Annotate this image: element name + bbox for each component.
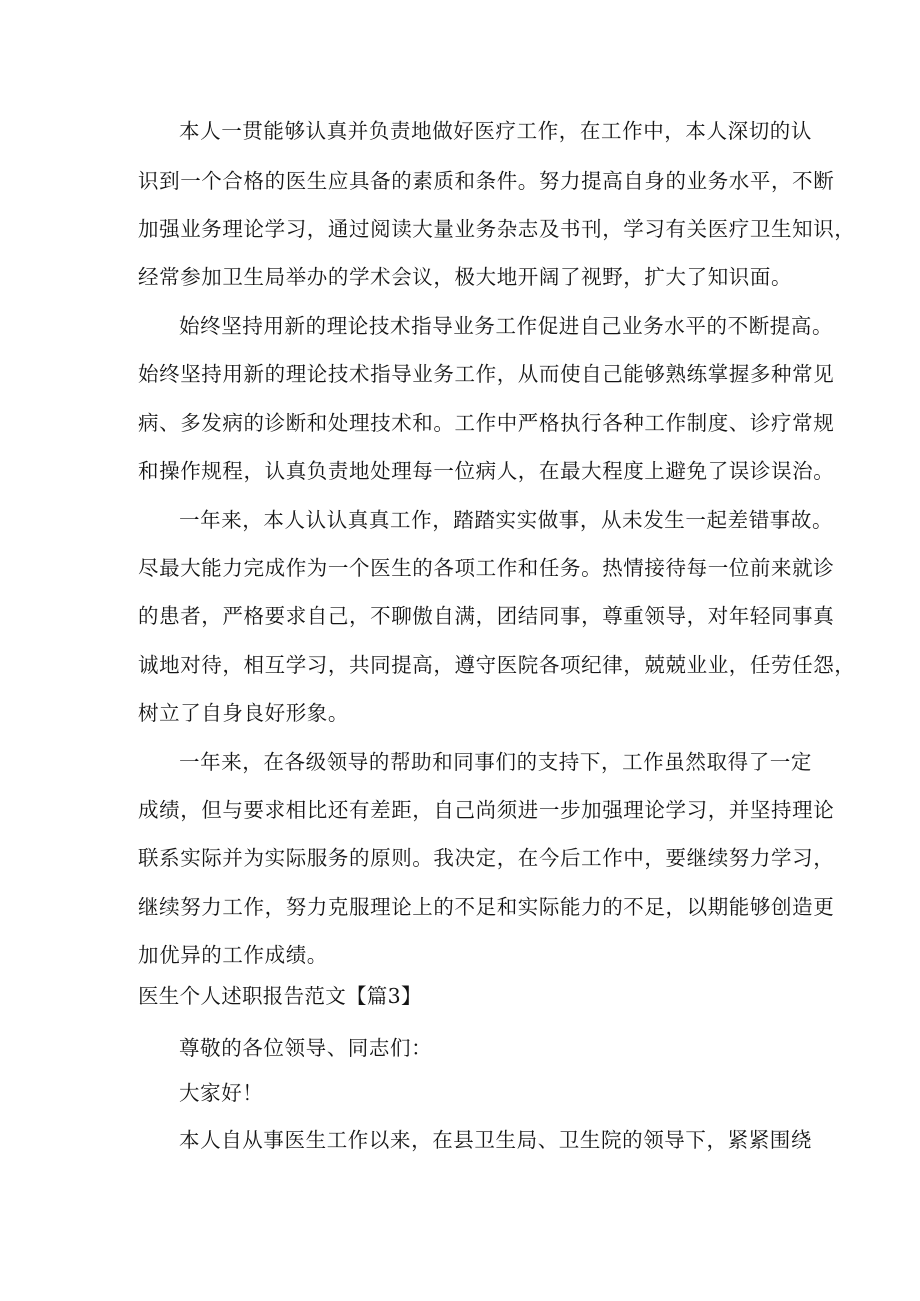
paragraph-4-line-3: 联系实际并为实际服务的原则。我决定，在今后工作中，要继续努力学习， [138,846,835,870]
paragraph-1-line-2: 识到一个合格的医生应具备的素质和条件。努力提高自身的业务水平，不断 [138,169,835,193]
paragraph-3-line-5: 树立了自身良好形象。 [138,701,349,725]
paragraph-3-line-4: 诚地对待，相互学习，共同提高，遵守医院各项纪律，兢兢业业，任劳任怨， [138,653,856,677]
paragraph-2-line-1: 始终坚持用新的理论技术指导业务工作促进自己业务水平的不断提高。 [179,314,834,338]
paragraph-3-line-3: 的患者，严格要求自己，不聊傲自满，团结同事，尊重领导，对年轻同事真 [138,604,835,628]
paragraph-5-line-1: 本人自从事医生工作以来，在县卫生局、卫生院的领导下，紧紧围绕 [179,1128,812,1152]
paragraph-2-line-4: 和操作规程，认真负责地处理每一位病人，在最大程度上避免了误诊误治。 [138,459,835,483]
paragraph-2-line-3: 病、多发病的诊断和处理技术和。工作中严格执行各种工作制度、诊疗常规 [138,411,835,435]
paragraph-3-line-2: 尽最大能力完成作为一个医生的各项工作和任务。热情接待每一位前来就诊 [138,556,835,580]
paragraph-1-line-4: 经常参加卫生局举办的学术会议，极大地开阔了视野，扩大了知识面。 [138,265,793,289]
salutation: 尊敬的各位领导、同志们： [179,1036,433,1060]
paragraph-1-line-3: 加强业务理论学习，通过阅读大量业务杂志及书刊，学习有关医疗卫生知识， [138,217,856,241]
paragraph-4-line-5: 加优异的工作成绩。 [138,943,328,967]
section-heading: 医生个人述职报告范文【篇3】 [138,984,422,1008]
paragraph-1-line-1: 本人一贯能够认真并负责地做好医疗工作，在工作中，本人深切的认 [179,119,812,143]
paragraph-4-line-2: 成绩，但与要求相比还有差距，自己尚须进一步加强理论学习，并坚持理论 [138,798,835,822]
paragraph-4-line-1: 一年来，在各级领导的帮助和同事们的支持下，工作虽然取得了一定 [179,750,812,774]
paragraph-3-line-1: 一年来，本人认认真真工作，踏踏实实做事，从未发生一起差错事故。 [179,508,834,532]
paragraph-4-line-4: 继续努力工作，努力克服理论上的不足和实际能力的不足，以期能够创造更 [138,895,835,919]
paragraph-2-line-2: 始终坚持用新的理论技术指导业务工作，从而使自己能够熟练掌握多种常见 [138,362,835,386]
greeting: 大家好！ [179,1081,264,1105]
